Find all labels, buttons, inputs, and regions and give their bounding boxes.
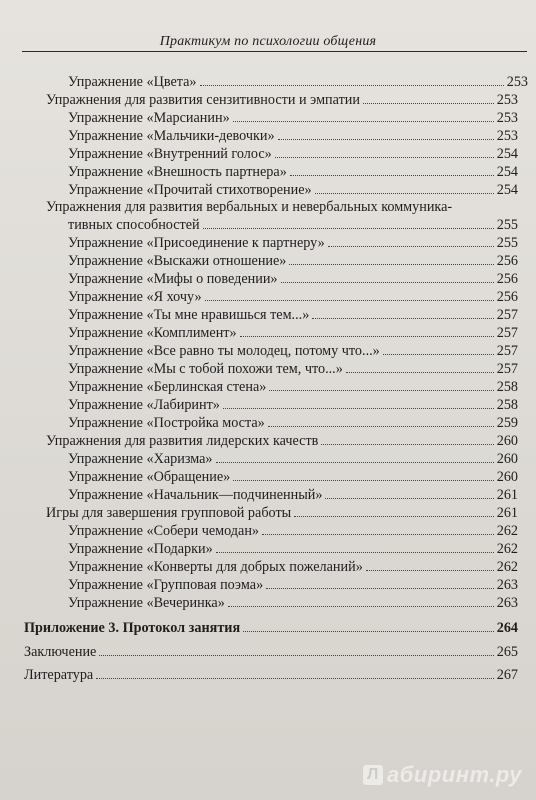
- toc-entry-page: 256: [496, 289, 518, 305]
- toc-entry: [68, 305, 518, 323]
- toc-section: [46, 431, 518, 449]
- dot-leader: [223, 408, 494, 409]
- toc-entry: [68, 144, 518, 162]
- toc-entry: [68, 269, 518, 287]
- toc-entry-title: Упражнение «Мы с тобой похожи тем, что...»: [68, 361, 343, 377]
- toc-entry-title: Упражнение «Обращение»: [68, 469, 231, 485]
- dot-leader: [243, 631, 494, 632]
- toc-entry: [68, 575, 518, 593]
- dot-leader: [294, 516, 494, 517]
- dot-leader: [366, 570, 494, 571]
- dot-leader: [203, 228, 494, 229]
- toc-section-title-line1: Упражнения для развития вербальных и невербальных коммуника-: [46, 199, 453, 215]
- toc-section: [46, 90, 518, 108]
- toc-chapter: [24, 665, 518, 683]
- toc-section-title: Игры для завершения групповой работы: [46, 505, 292, 521]
- dot-leader: [346, 372, 494, 373]
- toc-chapter-title: Заключение: [24, 644, 97, 660]
- toc-entry-title: Упражнение «Я хочу»: [68, 289, 202, 305]
- toc-entry-page: 254: [496, 146, 518, 162]
- toc-entry-page: 253: [496, 92, 518, 108]
- dot-leader: [325, 498, 493, 499]
- toc-entry-title: Упражнение «Все равно ты молодец, потому что...»: [68, 343, 380, 359]
- dot-leader: [281, 282, 494, 283]
- toc-entry-page: 257: [496, 307, 518, 323]
- toc-entry-title: Упражнение «Постройка моста»: [68, 415, 265, 431]
- toc-entry: [68, 449, 518, 467]
- dot-leader: [289, 264, 493, 265]
- toc-entry-page: 253: [506, 74, 528, 90]
- toc-entry-title: Упражнение «Внутренний голос»: [68, 146, 272, 162]
- dot-leader: [216, 552, 494, 553]
- dot-leader: [278, 139, 494, 140]
- toc-entry-title: Упражнение «Выскажи отношение»: [68, 253, 287, 269]
- toc-entry-page: 258: [496, 379, 518, 395]
- toc-entry-title: Упражнение «Подарки»: [68, 541, 213, 557]
- toc-entry: [68, 72, 528, 90]
- dot-leader: [290, 175, 494, 176]
- toc-entry: [68, 395, 518, 413]
- toc-entry-title: Упражнение «Комплимент»: [68, 325, 237, 341]
- toc-section-title: Упражнения для развития лидерских качеств: [46, 433, 319, 449]
- header-rule: [22, 51, 527, 52]
- dot-leader: [312, 318, 493, 319]
- dot-leader: [96, 678, 493, 679]
- toc-entry: [68, 413, 518, 431]
- toc-entry-title: Упражнение «Конверты для добрых пожеланий»: [68, 559, 363, 575]
- dot-leader: [328, 246, 494, 247]
- toc-entry-page: 264: [496, 620, 518, 636]
- dot-leader: [233, 480, 493, 481]
- toc-chapter-title: Литература: [24, 667, 94, 683]
- dot-leader: [99, 655, 493, 656]
- toc-entry: [68, 539, 518, 557]
- toc-entry-title: Упражнение «Собери чемодан»: [68, 523, 260, 539]
- toc-entry-title: Упражнение «Присоединение к партнеру»: [68, 235, 325, 251]
- dot-leader: [269, 390, 493, 391]
- toc-entry-page: 263: [496, 595, 518, 611]
- toc-entry: [68, 126, 518, 144]
- toc-entry: [68, 485, 518, 503]
- toc-entry-page: 253: [496, 110, 518, 126]
- dot-leader: [363, 103, 494, 104]
- toc-section: [68, 215, 518, 233]
- toc-entry-title: Упражнение «Лабиринт»: [68, 397, 220, 413]
- toc-entry-page: 253: [496, 128, 518, 144]
- toc-entry: [68, 108, 518, 126]
- toc-entry: [68, 467, 518, 485]
- toc-entry-page: 255: [496, 235, 518, 251]
- toc-entry: [68, 251, 518, 269]
- toc-entry-page: 262: [496, 541, 518, 557]
- toc-entry-page: 263: [496, 577, 518, 593]
- toc-entry-page: 265: [496, 644, 518, 660]
- toc-entry: [68, 593, 518, 611]
- toc-entry-page: 262: [496, 559, 518, 575]
- toc-entry: [68, 287, 518, 305]
- labirint-watermark: [363, 762, 522, 788]
- toc-entry: [68, 521, 518, 539]
- toc-section: [46, 503, 518, 521]
- dot-leader: [205, 300, 494, 301]
- toc-entry-page: 257: [496, 325, 518, 341]
- dot-leader: [233, 121, 494, 122]
- toc-entry: [68, 323, 518, 341]
- toc-appendix-title: Приложение 3. Протокол занятия: [24, 620, 241, 636]
- toc-entry-page: 257: [496, 343, 518, 359]
- toc-entry: [68, 233, 518, 251]
- toc-entry-page: 256: [496, 253, 518, 269]
- toc-entry: [68, 377, 518, 395]
- toc-entry-page: 262: [496, 523, 518, 539]
- toc-chapter: [24, 642, 518, 660]
- toc-entry-title: Упражнение «Цвета»: [68, 74, 197, 90]
- dot-leader: [383, 354, 494, 355]
- toc-entry-page: 260: [496, 433, 518, 449]
- dot-leader: [321, 444, 493, 445]
- toc-section-title: Упражнения для развития сензитивности и эмпатии: [46, 92, 360, 108]
- toc-entry-page: 255: [496, 217, 518, 233]
- toc-entry-title: Упражнение «Мифы о поведении»: [68, 271, 278, 287]
- toc-entry: [68, 359, 518, 377]
- dot-leader: [200, 85, 504, 86]
- toc-entry: [68, 557, 518, 575]
- labirint-logo-icon: Л: [363, 765, 383, 785]
- dot-leader: [268, 426, 494, 427]
- toc-entry-page: 259: [496, 415, 518, 431]
- dot-leader: [275, 157, 494, 158]
- dot-leader: [240, 336, 494, 337]
- toc-entry-page: 261: [496, 505, 518, 521]
- running-head: Практикум по психологии общения: [159, 34, 377, 49]
- dot-leader: [262, 534, 494, 535]
- toc-entry: [68, 180, 518, 198]
- toc-entry-page: 254: [496, 164, 518, 180]
- toc-entry-title: Упражнение «Берлинская стена»: [68, 379, 267, 395]
- toc-section-title-line2: тивных способностей: [68, 217, 200, 233]
- toc-entry-page: 258: [496, 397, 518, 413]
- toc-entry-page: 257: [496, 361, 518, 377]
- toc-entry: [68, 341, 518, 359]
- toc-entry: [68, 162, 518, 180]
- dot-leader: [228, 606, 494, 607]
- toc-entry-page: 267: [496, 667, 518, 683]
- dot-leader: [266, 588, 494, 589]
- toc-entry-title: Упражнение «Мальчики-девочки»: [68, 128, 275, 144]
- toc-entry-page: 256: [496, 271, 518, 287]
- toc-entry-title: Упражнение «Начальник—подчиненный»: [68, 487, 323, 503]
- toc-entry-title: Упражнение «Групповая поэма»: [68, 577, 264, 593]
- watermark-text: абиринт.ру: [387, 762, 522, 787]
- dot-leader: [315, 193, 494, 194]
- toc-entry-page: 260: [496, 451, 518, 467]
- dot-leader: [216, 462, 494, 463]
- toc-entry-title: Упражнение «Вечеринка»: [68, 595, 225, 611]
- toc-entry-title: Упражнение «Ты мне нравишься тем...»: [68, 307, 310, 323]
- toc-entry-title: Упражнение «Прочитай стихотворение»: [68, 182, 312, 198]
- toc-entry-title: Упражнение «Марсианин»: [68, 110, 230, 126]
- toc-entry-page: 254: [496, 182, 518, 198]
- toc-entry-title: Упражнение «Внешность партнера»: [68, 164, 287, 180]
- toc-entry-title: Упражнение «Харизма»: [68, 451, 213, 467]
- toc-entry-page: 261: [496, 487, 518, 503]
- toc-appendix: [24, 618, 518, 636]
- toc-entry-page: 260: [496, 469, 518, 485]
